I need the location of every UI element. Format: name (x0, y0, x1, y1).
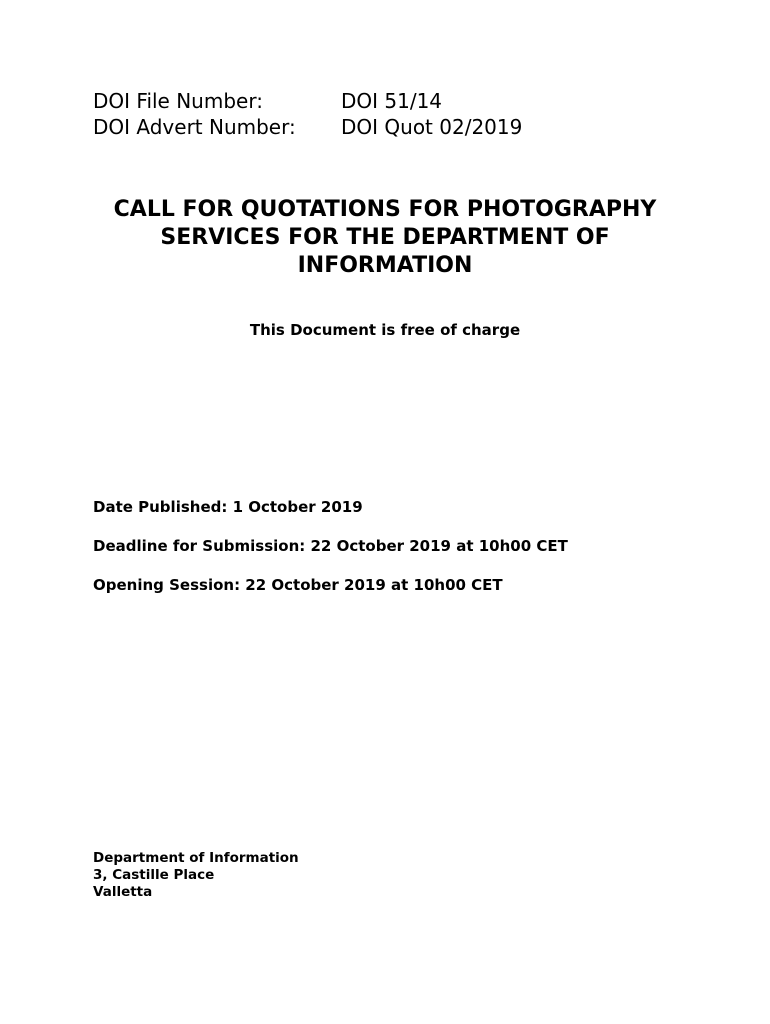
file-number-value: DOI 51/14 (341, 89, 443, 113)
key-dates (93, 497, 568, 614)
reference-numbers (93, 88, 522, 140)
address-street: 3, Castille Place (93, 867, 215, 883)
submission-deadline: Deadline for Submission: 22 October 2019 at 10h00 CET (93, 537, 568, 555)
address-city: Valletta (93, 884, 153, 900)
free-of-charge-note: This Document is free of charge (249, 321, 521, 339)
advert-number-row (93, 114, 522, 140)
address-department: Department of Information (93, 850, 299, 866)
file-number-row (93, 88, 522, 114)
title-line: CALL FOR QUOTATIONS FOR PHOTOGRAPHY (113, 197, 657, 222)
advert-number-value: DOI Quot 02/2019 (341, 115, 523, 139)
advert-number-label: DOI Advert Number: (93, 115, 296, 139)
document-title (80, 196, 690, 280)
date-published: Date Published: 1 October 2019 (93, 498, 363, 516)
file-number-label: DOI File Number: (93, 89, 263, 113)
opening-session: Opening Session: 22 October 2019 at 10h00 CET (93, 576, 503, 594)
title-line: SERVICES FOR THE DEPARTMENT OF (160, 225, 610, 250)
department-address (93, 850, 299, 901)
title-line: INFORMATION (297, 253, 473, 278)
